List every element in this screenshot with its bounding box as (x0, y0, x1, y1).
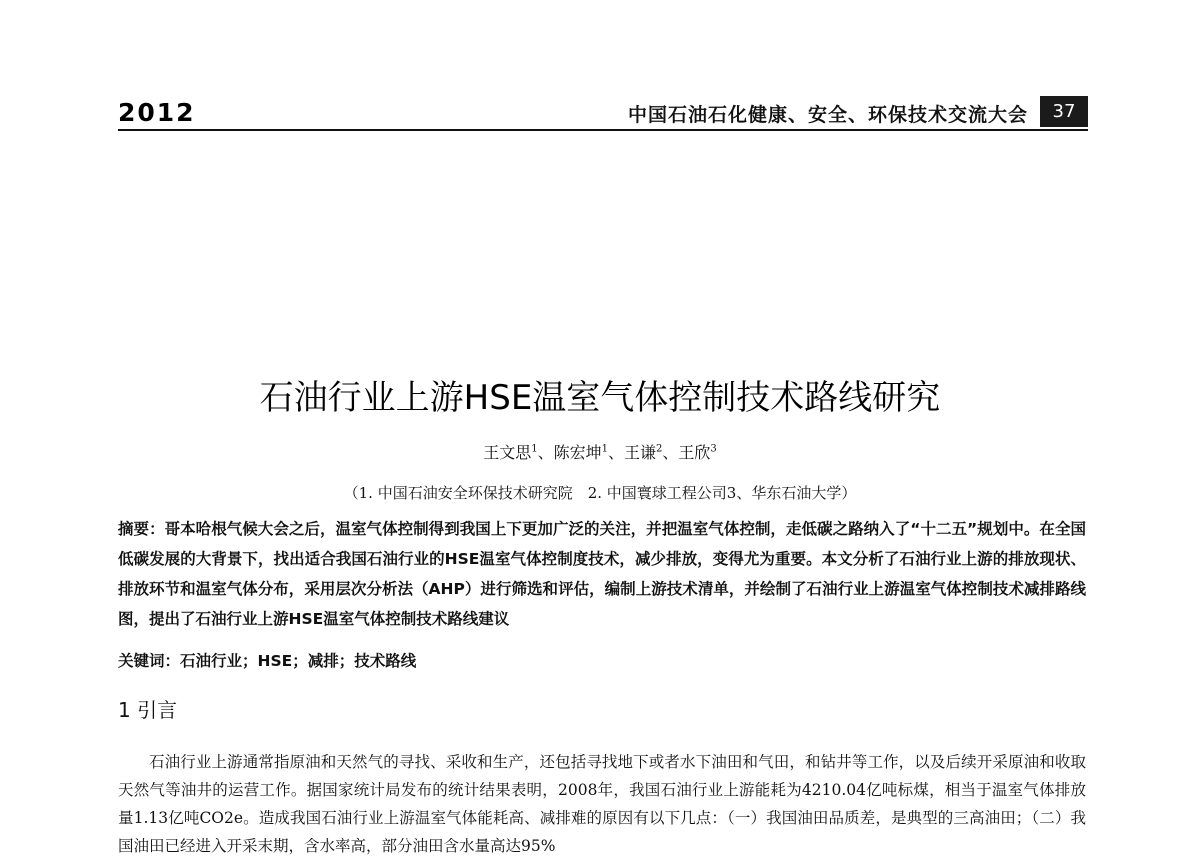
author-name: 王欣 (678, 443, 711, 462)
header-conference-name: 中国石油石化健康、安全、环保技术交流大会 (627, 104, 1028, 126)
author-separator: 、 (537, 443, 554, 462)
section-heading: 1 引言 (118, 698, 178, 722)
author-separator: 、 (607, 443, 624, 462)
keywords: 关键词：石油行业；HSE；减排；技术路线 (118, 652, 417, 670)
abstract: 摘要：哥本哈根气候大会之后，温室气体控制得到我国上下更加广泛的关注，并把温室气体控制，走低碳之路纳入了“十二五”规划中。在全国低碳发展的大背景下，找出适合我国石油行业的HSE温室气体控制度技术，减少排放，变得尤为重要。本文分析了石油行业上游的排放现状、排放环节和温室气体分布，采用层次分析法（AHP）进行筛选和评估，编制上游技术清单，并绘制了石油行业上游温室气体控制技术减排路线图，提出了石油行业上游HSE温室气体控制技术路线建议 (118, 520, 1086, 628)
running-header (118, 96, 1088, 130)
header-year: 2012 (118, 98, 196, 127)
author-affiliation-mark: 2 (656, 443, 663, 455)
author-separator: 、 (662, 443, 679, 462)
author-name: 陈宏坤 (553, 443, 602, 462)
author-list (0, 440, 1200, 463)
page-number-badge: 37 (1040, 96, 1088, 127)
author-affiliation-mark: 1 (531, 443, 538, 455)
header-rule (118, 129, 1088, 131)
affiliations: （1. 中国石油安全环保技术研究院 2. 中国寰球工程公司3、华东石油大学） (343, 484, 857, 502)
paper-title: 石油行业上游HSE温室气体控制技术路线研究 (259, 378, 941, 418)
body-paragraph: 石油行业上游通常指原油和天然气的寻找、采收和生产，还包括寻找地下或者水下油田和气田，和钻井等工作，以及后续开采原油和收取天然气等油井的运营工作。据国家统计局发布的统计结果表明，2008年，我国石油行业上游能耗为4210.04亿吨标煤，相当于温室气体排放量1.13亿吨CO2e。造成我国石油行业上游温室气体能耗高、减排难的原因有以下几点：（一）我国油田品质差，是典型的三高油田；（二）我国油田已经进入开采末期，含水率高，部分油田含水量高达95% (118, 753, 1086, 855)
author-affiliation-mark: 1 (601, 443, 608, 455)
author-name: 王文思 (483, 443, 532, 462)
author-affiliation-mark: 3 (710, 443, 717, 455)
author-name: 王谦 (624, 443, 657, 462)
